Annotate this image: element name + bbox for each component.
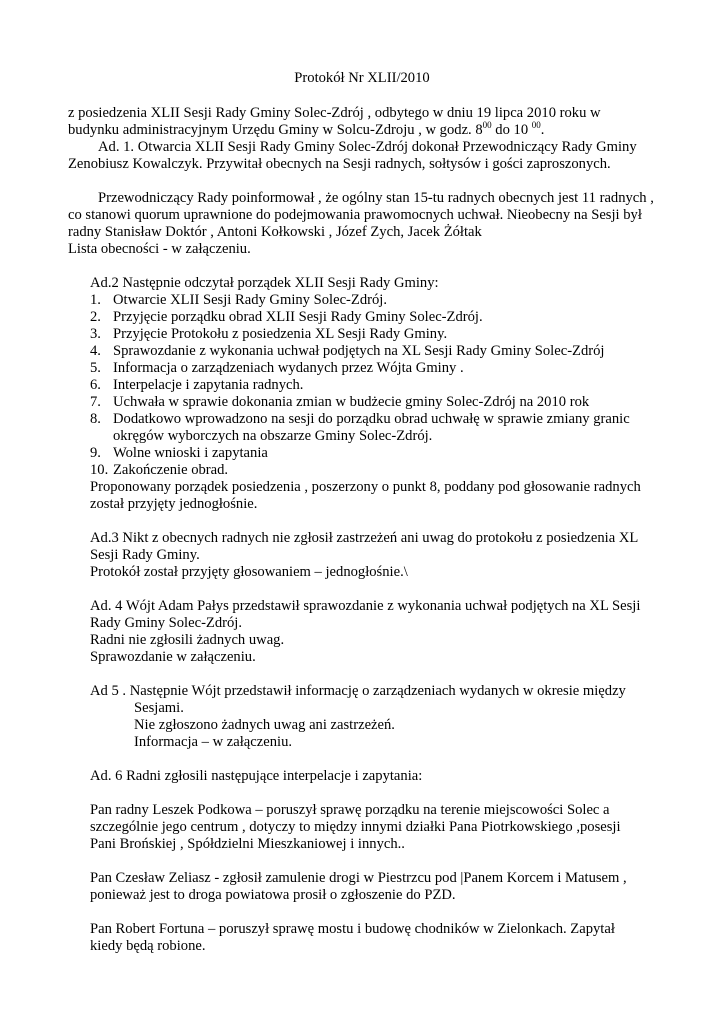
agenda-item-number: 10. xyxy=(90,462,109,478)
ad5-line-4: Informacja – w załączeniu. xyxy=(134,734,293,750)
presence-line-2: co stanowi quorum uprawnione do podejmowania prawomocnych uchwał. Nieobecny na Sesji był xyxy=(68,207,642,223)
agenda-item-text: Sprawozdanie z wykonania uchwał podjętych na XL Sesji Rady Gminy Solec-Zdrój xyxy=(113,343,605,359)
presence-line-1: Przewodniczący Rady poinformował , że ogólny stan 15-tu radnych obecnych jest 11 radnych , xyxy=(98,190,654,206)
ad4-line-1: Ad. 4 Wójt Adam Pałys przedstawił sprawozdanie z wykonania uchwał podjętych na XL Sesji xyxy=(90,598,641,614)
ad1-line-1: Ad. 1. Otwarcia XLII Sesji Rady Gminy Solec-Zdrój dokonał Przewodniczący Rady Gminy xyxy=(98,139,637,155)
ad6-heading: Ad. 6 Radni zgłosili następujące interpelacje i zapytania: xyxy=(90,768,423,784)
agenda-item-number: 6. xyxy=(90,377,101,393)
ad6-p3-line-1: Pan Robert Fortuna – poruszył sprawę mostu i budowę chodników w Zielonkach. Zapytał xyxy=(90,921,615,937)
ad6-p2-line-2: ponieważ jest to droga powiatowa prosił o zgłoszenie do PZD. xyxy=(90,887,456,903)
agenda-item-text: Uchwała w sprawie dokonania zmian w budżecie gminy Solec-Zdrój na 2010 rok xyxy=(113,394,590,410)
agenda-item-number: 7. xyxy=(90,394,101,410)
intro-line-2: budynku administracyjnym Urzędu Gminy w Solcu-Zdroju , w godz. $8^{00}$ do 10 $^{00}$. xyxy=(68,120,545,138)
ad4-line-2: Rady Gminy Solec-Zdrój. xyxy=(90,615,242,631)
ad6-p1-line-3: Pani Brońskiej , Spółdzielni Mieszkaniowej i innych.. xyxy=(90,836,405,852)
agenda-item-number: 1. xyxy=(90,292,101,308)
agenda-item-continuation: okręgów wyborczych na obszarze Gminy Solec-Zdrój. xyxy=(113,428,433,444)
ad1-line-2: Zenobiusz Kowalczyk. Przywitał obecnych na Sesji radnych, sołtysów i gości zaproszonych. xyxy=(68,156,611,172)
ad5-line-1: Ad 5 . Następnie Wójt przedstawił informację o zarządzeniach wydanych w okresie między xyxy=(90,683,626,699)
ad5-line-3: Nie zgłoszono żadnych uwag ani zastrzeżeń. xyxy=(134,717,395,733)
agenda-item-number: 4. xyxy=(90,343,101,359)
ad6-p1-line-2: szczególnie jego centrum , dotyczy to między innymi działki Pana Piotrkowskiego ,posesji xyxy=(90,819,621,835)
ad6-p2-line-1: Pan Czesław Zeliasz - zgłosił zamulenie drogi w Piestrzcu pod |Panem Korcem i Matusem , xyxy=(90,870,627,886)
ad2-after-line-2: został przyjęty jednogłośnie. xyxy=(90,496,258,512)
ad4-line-3: Radni nie zgłosili żadnych uwag. xyxy=(90,632,285,648)
agenda-item-number: 3. xyxy=(90,326,101,342)
ad2-after-line-1: Proponowany porządek posiedzenia , poszerzony o punkt 8, poddany pod głosowanie radnych xyxy=(90,479,641,495)
ad3-line-1: Ad.3 Nikt z obecnych radnych nie zgłosił zastrzeżeń ani uwag do protokołu z posiedzenia XL xyxy=(90,530,639,546)
document-title: Protokół Nr XLII/2010 xyxy=(294,70,430,86)
agenda-item-text: Zakończenie obrad. xyxy=(113,462,229,478)
agenda-item-text: Przyjęcie Protokołu z posiedzenia XL Sesji Rady Gminy. xyxy=(113,326,448,342)
agenda-item-text: Wolne wnioski i zapytania xyxy=(113,445,268,461)
intro-line-1: z posiedzenia XLII Sesji Rady Gminy Solec-Zdrój , odbytego w dniu 19 lipca 2010 roku w xyxy=(68,105,601,121)
agenda-item-number: 9. xyxy=(90,445,101,461)
ad5-line-2: Sesjami. xyxy=(134,700,184,716)
agenda-item-text: Otwarcie XLII Sesji Rady Gminy Solec-Zdrój. xyxy=(113,292,387,308)
agenda-item-text: Dodatkowo wprowadzono na sesji do porządku obrad uchwałę w sprawie zmiany granic xyxy=(113,411,630,427)
presence-line-3: radny Stanisław Doktór , Antoni Kołkowski , Józef Zych, Jacek Żółtak xyxy=(68,224,482,240)
ad6-p1-line-1: Pan radny Leszek Podkowa – poruszył sprawę porządku na terenie miejscowości Solec a xyxy=(90,802,610,818)
ad4-line-4: Sprawozdanie w załączeniu. xyxy=(90,649,256,665)
agenda-item-number: 8. xyxy=(90,411,101,427)
ad2-heading: Ad.2 Następnie odczytał porządek XLII Sesji Rady Gminy: xyxy=(90,275,439,291)
ad3-line-2: Sesji Rady Gminy. xyxy=(90,547,200,563)
agenda-item-text: Interpelacje i zapytania radnych. xyxy=(113,377,304,393)
presence-line-4: Lista obecności - w załączeniu. xyxy=(68,241,251,257)
ad3-line-3: Protokół został przyjęty głosowaniem – jednogłośnie.\ xyxy=(90,564,408,580)
agenda-item-text: Przyjęcie porządku obrad XLII Sesji Rady Gminy Solec-Zdrój. xyxy=(113,309,483,325)
ad6-p3-line-2: kiedy będą robione. xyxy=(90,938,206,954)
agenda-item-number: 5. xyxy=(90,360,101,376)
agenda-item-number: 2. xyxy=(90,309,101,325)
agenda-item-text: Informacja o zarządzeniach wydanych przez Wójta Gminy . xyxy=(113,360,464,376)
